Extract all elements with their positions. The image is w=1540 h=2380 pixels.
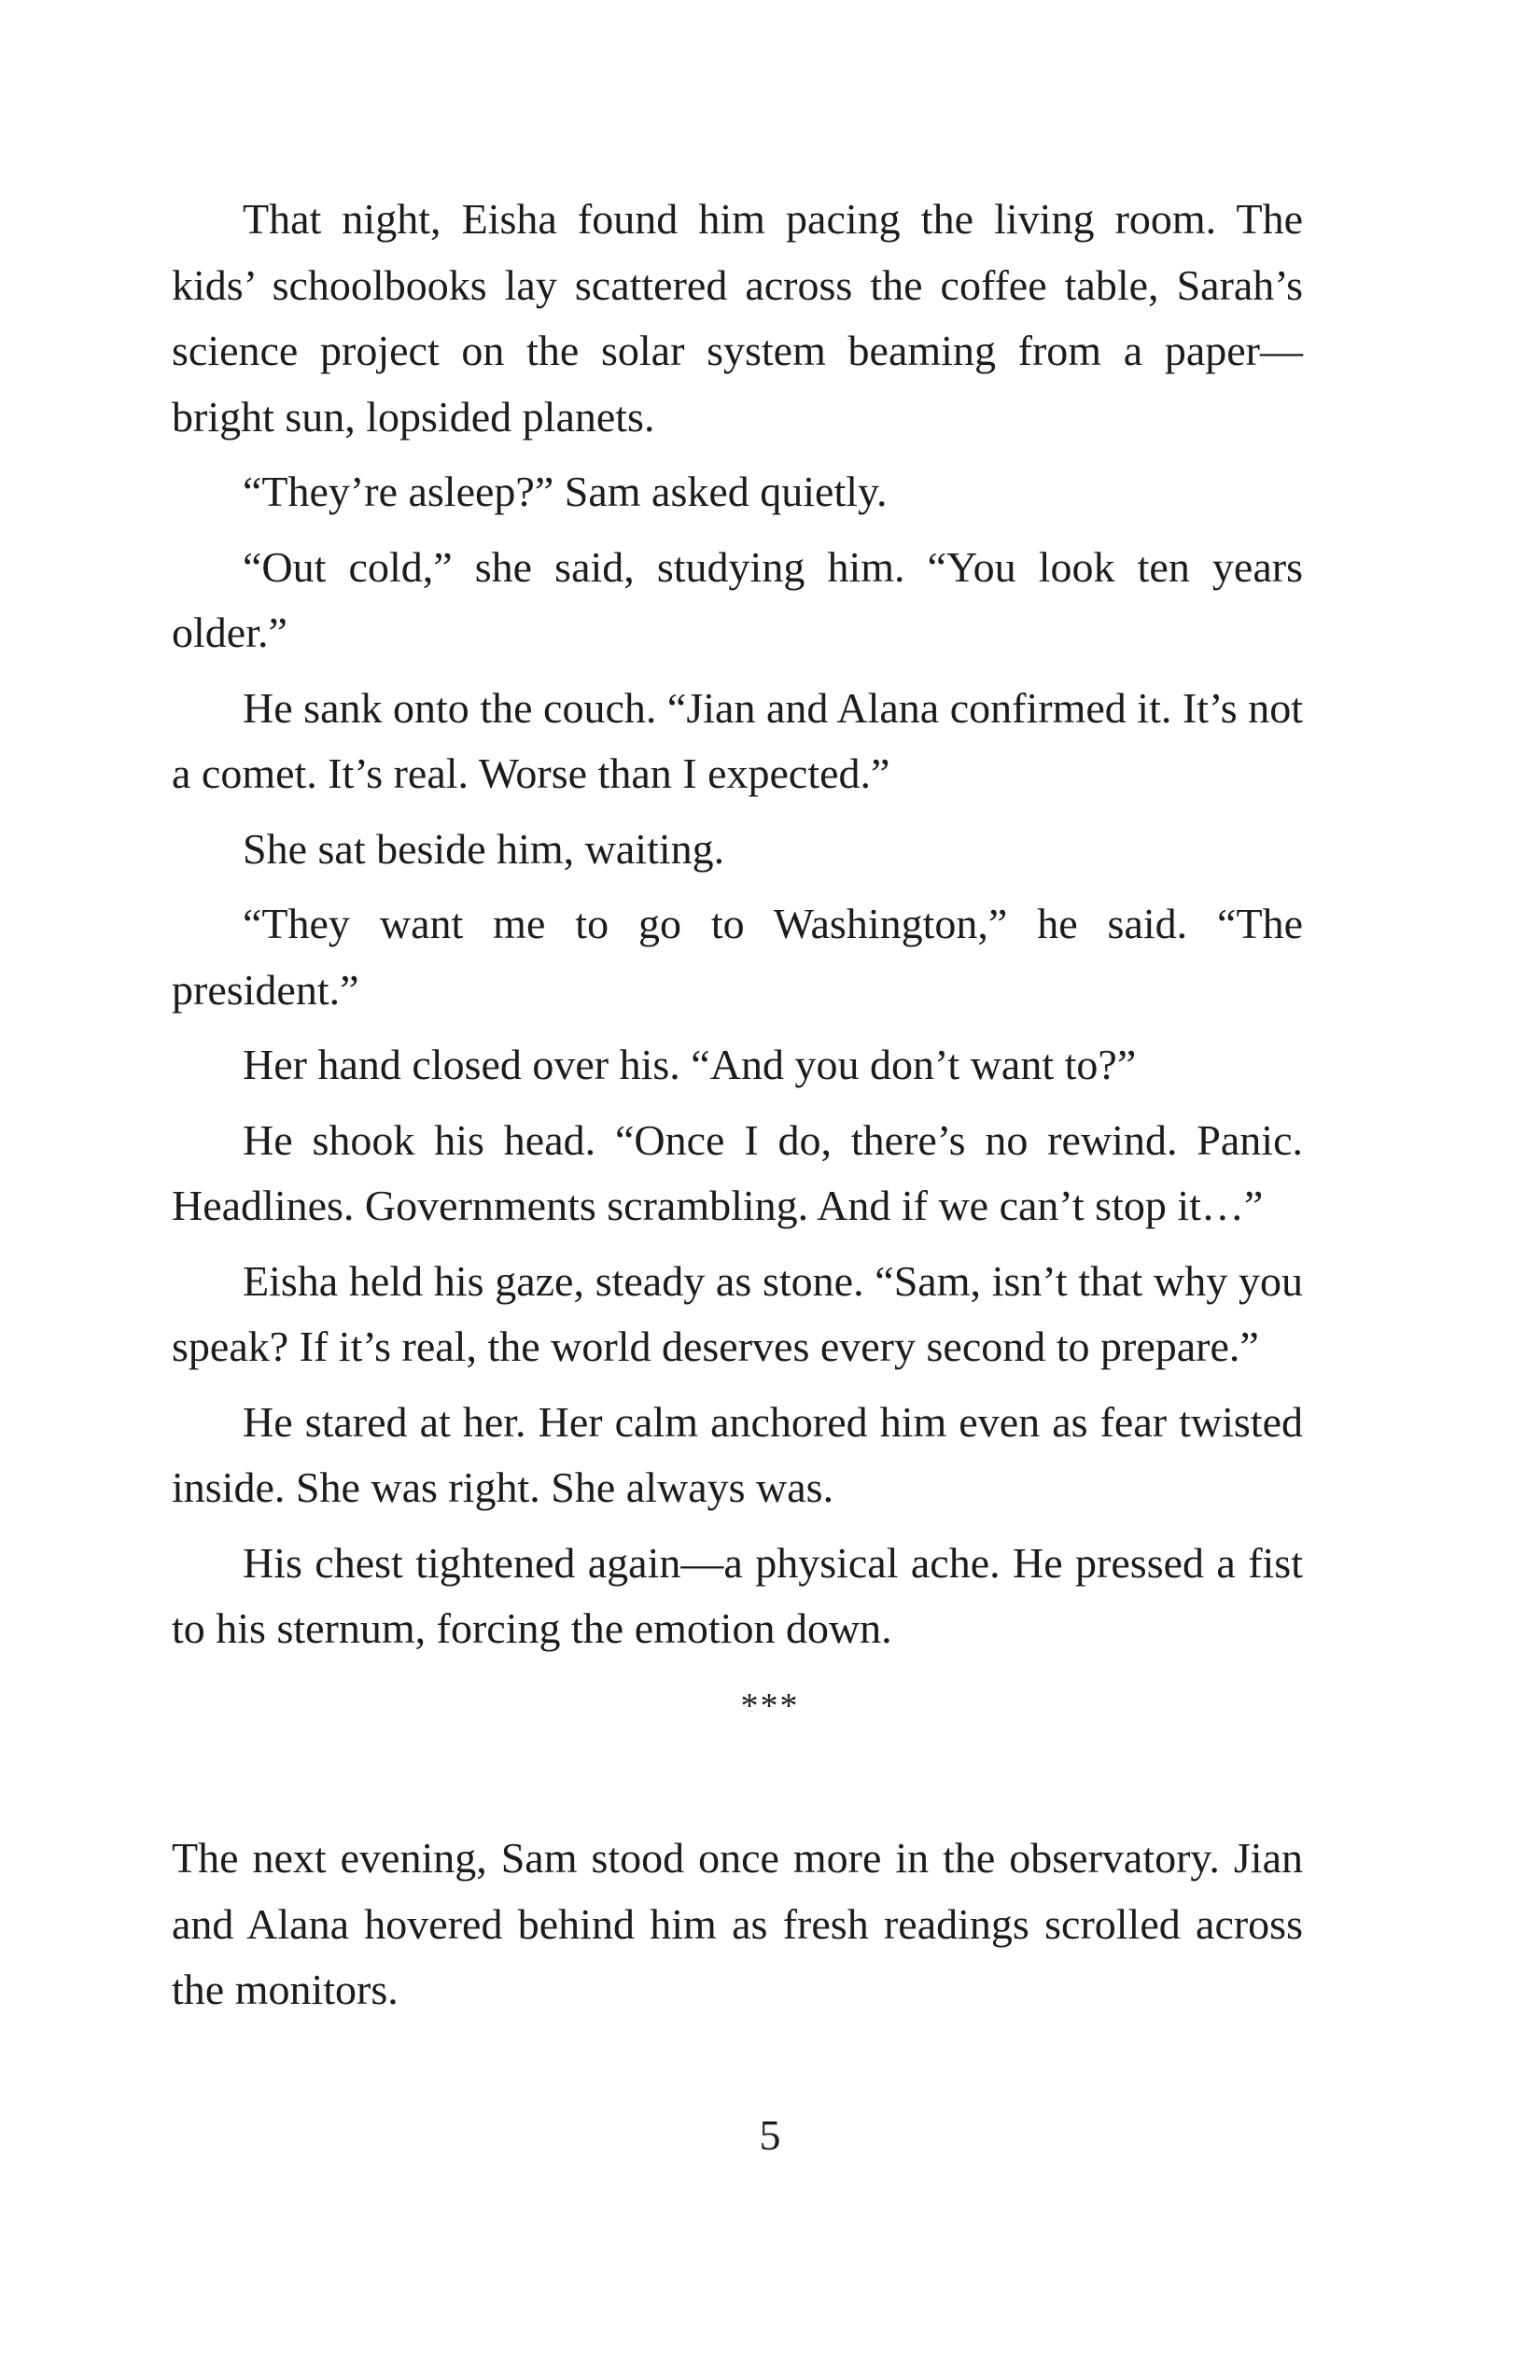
- paragraph: The next evening, Sam stood once more in the observatory. Jian and Alana hovered behind him as fresh readings scrolled across the monitors.: [172, 1834, 1303, 2013]
- paragraph: He stared at her. Her calm anchored him even as fear twisted inside. She was right. She always was.: [172, 1397, 1303, 1511]
- next-scene-text: [172, 1826, 1303, 2033]
- paragraph: That night, Eisha found him pacing the living room. The kids’ schoolbooks lay scattered across the coffee table, Sarah’s science project on the solar system beaming from a paper—bright sun, lopsided planets.: [172, 195, 1303, 441]
- page-number: 5: [759, 2111, 781, 2159]
- paragraph: She sat beside him, waiting.: [243, 824, 725, 873]
- paragraph: “They’re asleep?” Sam asked quietly.: [243, 468, 888, 515]
- scene-break: ***: [740, 1687, 800, 1726]
- paragraph: Eisha held his gaze, steady as stone. “Sam, isn’t that why you speak? If it’s real, the world deserves every second to prepare.”: [172, 1256, 1303, 1370]
- paragraph: “Out cold,” she said, studying him. “You look ten years older.”: [172, 542, 1303, 656]
- paragraph: His chest tightened again—a physical ache. He pressed a fist to his sternum, forcing the emotion down.: [172, 1538, 1303, 1652]
- paragraph: Her hand closed over his. “And you don’t want to?”: [243, 1041, 1137, 1088]
- paragraph: He shook his head. “Once I do, there’s no rewind. Panic. Headlines. Governments scrambling. And if we can’t stop it…”: [172, 1115, 1303, 1229]
- paragraph: He sank onto the couch. “Jian and Alana confirmed it. It’s not a comet. It’s real. Worse than I expected.”: [172, 683, 1303, 797]
- paragraph: “They want me to go to Washington,” he said. “The president.”: [172, 900, 1303, 1014]
- chapter-text: [172, 187, 1303, 1672]
